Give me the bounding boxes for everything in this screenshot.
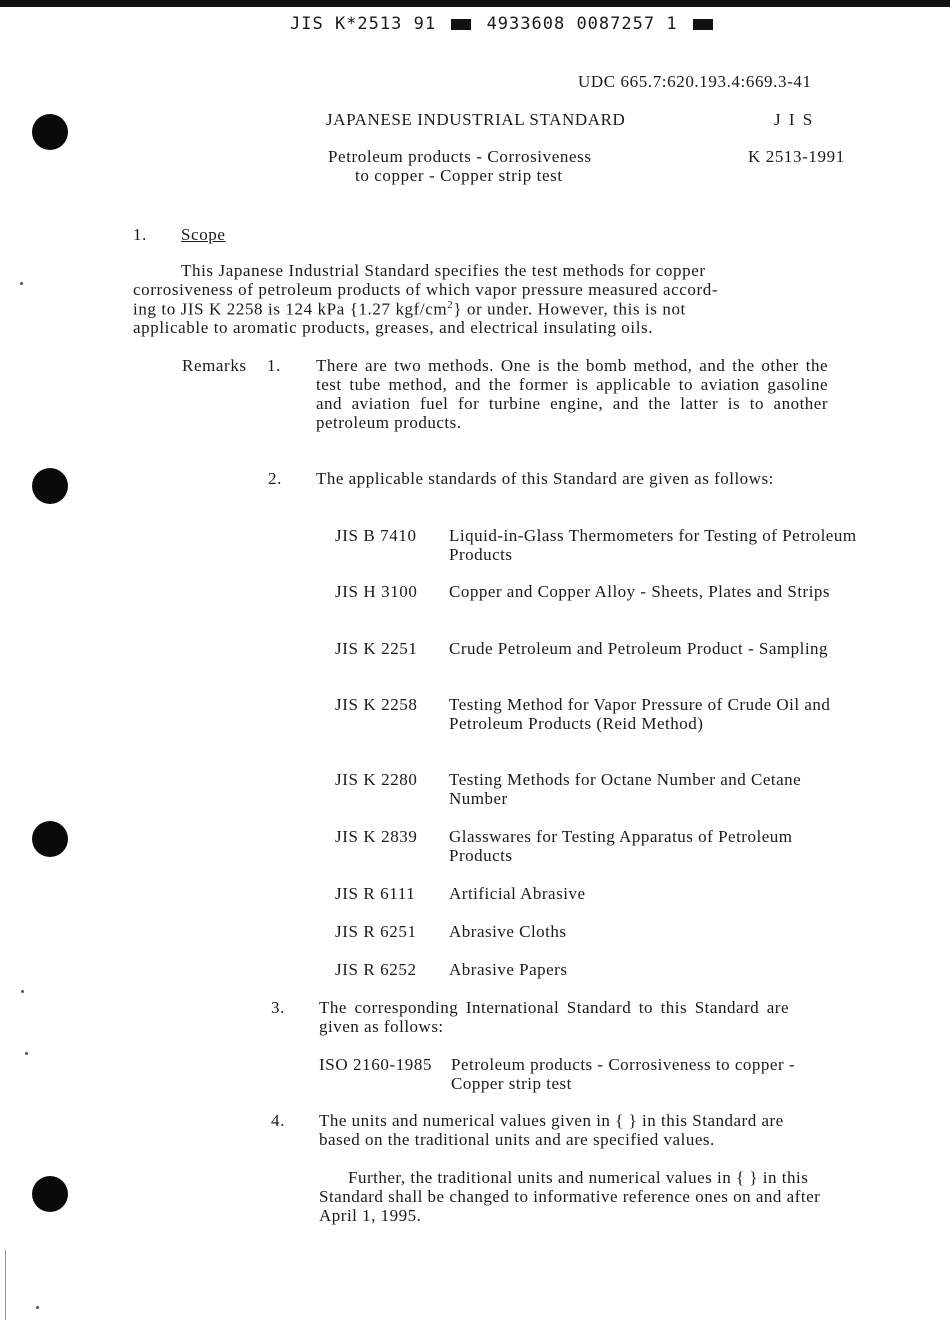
redaction-block [693,19,713,30]
remark-3-number: 3. [271,998,285,1017]
binder-hole [32,821,68,857]
ref-title: Testing Methods for Octane Number and Cetane Number [449,770,802,808]
remark-2-number: 2. [268,469,282,488]
superscript: 2 [447,299,454,311]
udc-code: UDC 665.7:620.193.4:669.3-41 [578,72,812,91]
remark-1-number: 1. [267,356,281,375]
section-number: 1. [133,225,147,244]
scope-line-4: applicable to aromatic products, greases, and electrical insulating oils. [133,318,654,337]
scope-line-3-a: ing to JIS K 2258 is 124 kPa {1.27 kgf/cm [133,299,448,319]
top-edge-bar [0,0,950,7]
binder-hole [32,468,68,504]
section-title: Scope [181,225,226,244]
document-id-code [290,14,717,34]
ref-code: JIS K 2251 [335,639,418,658]
standard-number: K 2513-1991 [748,147,845,166]
scan-speck [20,282,23,285]
scope-line-2: corrosiveness of petroleum products of which vapor pressure measured accord- [133,280,719,299]
ref-code: JIS R 6111 [335,884,416,903]
ref-title: Glasswares for Testing Apparatus of Petroleum Products [449,827,793,865]
ref-code: JIS R 6251 [335,922,417,941]
ref-title: Liquid-in-Glass Thermometers for Testing of Petroleum Products [449,526,857,564]
scan-edge-line [5,1250,6,1320]
scope-line-3 [133,299,686,320]
ref-title: Abrasive Papers [449,960,568,979]
ref-title: Artificial Abrasive [449,884,586,903]
scope-line-3-b: } or under. However, this is not [453,299,686,319]
remark-4-text-1: The units and numerical values given in { } in this Standard are based on the traditional units and are specified values. [319,1111,784,1149]
ref-code: JIS K 2839 [335,827,418,846]
ref-title: Crude Petroleum and Petroleum Product - Sampling [449,639,829,658]
scan-speck [21,990,24,993]
title-line-1: Petroleum products - Corrosiveness [328,147,592,166]
title-line-2: to copper - Copper strip test [355,166,563,185]
iso-code: ISO 2160-1985 [319,1055,433,1074]
iso-title: Petroleum products - Corrosiveness to copper - Copper strip test [451,1055,796,1093]
remarks-label: Remarks [182,356,247,375]
remark-2-text: The applicable standards of this Standard are given as follows: [316,469,774,488]
ref-title: Abrasive Cloths [449,922,567,941]
doc-code-right: 4933608 0087257 1 [486,14,678,34]
ref-code: JIS B 7410 [335,526,417,545]
ref-code: JIS H 3100 [335,582,418,601]
scan-speck [36,1306,39,1309]
binder-hole [32,1176,68,1212]
ref-code: JIS K 2258 [335,695,418,714]
remark-3-text: The corresponding International Standard to this Standard are given as follows: [319,998,789,1036]
remark-4-text-2: Further, the traditional units and numerical values in { } in this Standard shall be changed to informative reference ones on and after April 1, 1995. [319,1168,821,1225]
ref-code: JIS K 2280 [335,770,418,789]
standard-label: JAPANESE INDUSTRIAL STANDARD [326,110,626,129]
scope-line-1: This Japanese Industrial Standard specifies the test methods for copper [181,261,706,280]
ref-title: Copper and Copper Alloy - Sheets, Plates and Strips [449,582,831,601]
scan-speck [25,1052,28,1055]
doc-code-left: JIS K*2513 91 [290,14,437,34]
remark-4-number: 4. [271,1111,285,1130]
ref-code: JIS R 6252 [335,960,417,979]
jis-label: J I S [774,110,815,129]
redaction-block [451,19,471,30]
ref-title: Testing Method for Vapor Pressure of Crude Oil and Petroleum Products (Reid Method) [449,695,831,733]
remark-1-text: There are two methods. One is the bomb method, and the other the test tube method, and the former is applicable to aviation gasoline and aviation fuel for turbine engine, and the latter is to another petroleum products. [316,356,828,432]
binder-hole [32,114,68,150]
